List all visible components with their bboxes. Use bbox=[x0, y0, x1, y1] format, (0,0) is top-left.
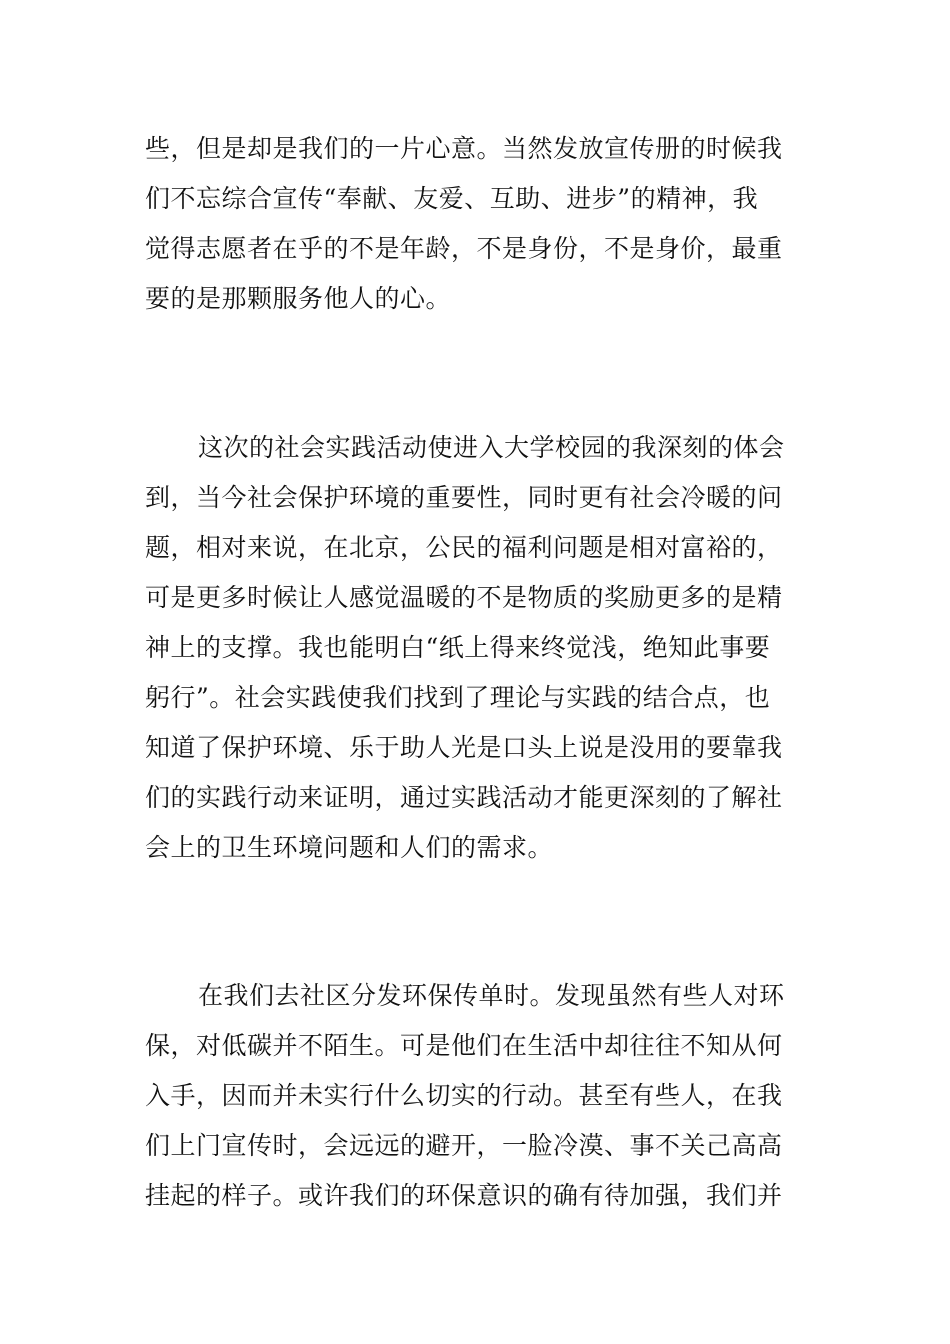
text-line: 题，相对来说，在北京，公民的福利问题是相对富裕的， bbox=[145, 533, 783, 562]
text-line: 入手，因而并未实行什么切实的行动。甚至有些人，在我 bbox=[145, 1081, 783, 1110]
text-line: 可是更多时候让人感觉温暖的不是物质的奖励更多的是精 bbox=[145, 583, 783, 612]
text-line: 保，对低碳并不陌生。可是他们在生活中却往往不知从何 bbox=[145, 1031, 783, 1060]
text-line: 挂起的样子。或许我们的环保意识的确有待加强，我们并 bbox=[145, 1181, 783, 1210]
text-line: 到，当今社会保护环境的重要性，同时更有社会冷暖的问 bbox=[145, 483, 783, 512]
paragraph bbox=[145, 423, 810, 873]
text-line: 觉得志愿者在乎的不是年龄，不是身份，不是身价，最重 bbox=[145, 234, 783, 263]
text-line: 神上的支撑。我也能明白“纸上得来终觉浅，绝知此事要 bbox=[145, 633, 771, 662]
text-line: 躬行”。社会实践使我们找到了理论与实践的结合点，也 bbox=[145, 683, 771, 712]
text-line: 知道了保护环境、乐于助人光是口头上说是没用的要靠我 bbox=[145, 733, 783, 762]
text-line: 们不忘综合宣传“奉献、友爱、互助、进步”的精神，我 bbox=[145, 184, 759, 213]
text-line: 会上的卫生环境问题和人们的需求。 bbox=[145, 833, 554, 862]
text-line: 们上门宣传时，会远远的避开，一脸冷漠、事不关己高高 bbox=[145, 1131, 783, 1160]
text-line: 在我们去社区分发环保传单时。发现虽然有些人对环 bbox=[198, 981, 785, 1010]
paragraph bbox=[145, 971, 810, 1221]
text-line: 些，但是却是我们的一片心意。当然发放宣传册的时候我 bbox=[145, 134, 783, 163]
text-line: 这次的社会实践活动使进入大学校园的我深刻的体会 bbox=[198, 433, 785, 462]
paragraph bbox=[145, 124, 810, 324]
text-line: 们的实践行动来证明，通过实践活动才能更深刻的了解社 bbox=[145, 783, 783, 812]
text-line: 要的是那颗服务他人的心。 bbox=[145, 284, 452, 313]
